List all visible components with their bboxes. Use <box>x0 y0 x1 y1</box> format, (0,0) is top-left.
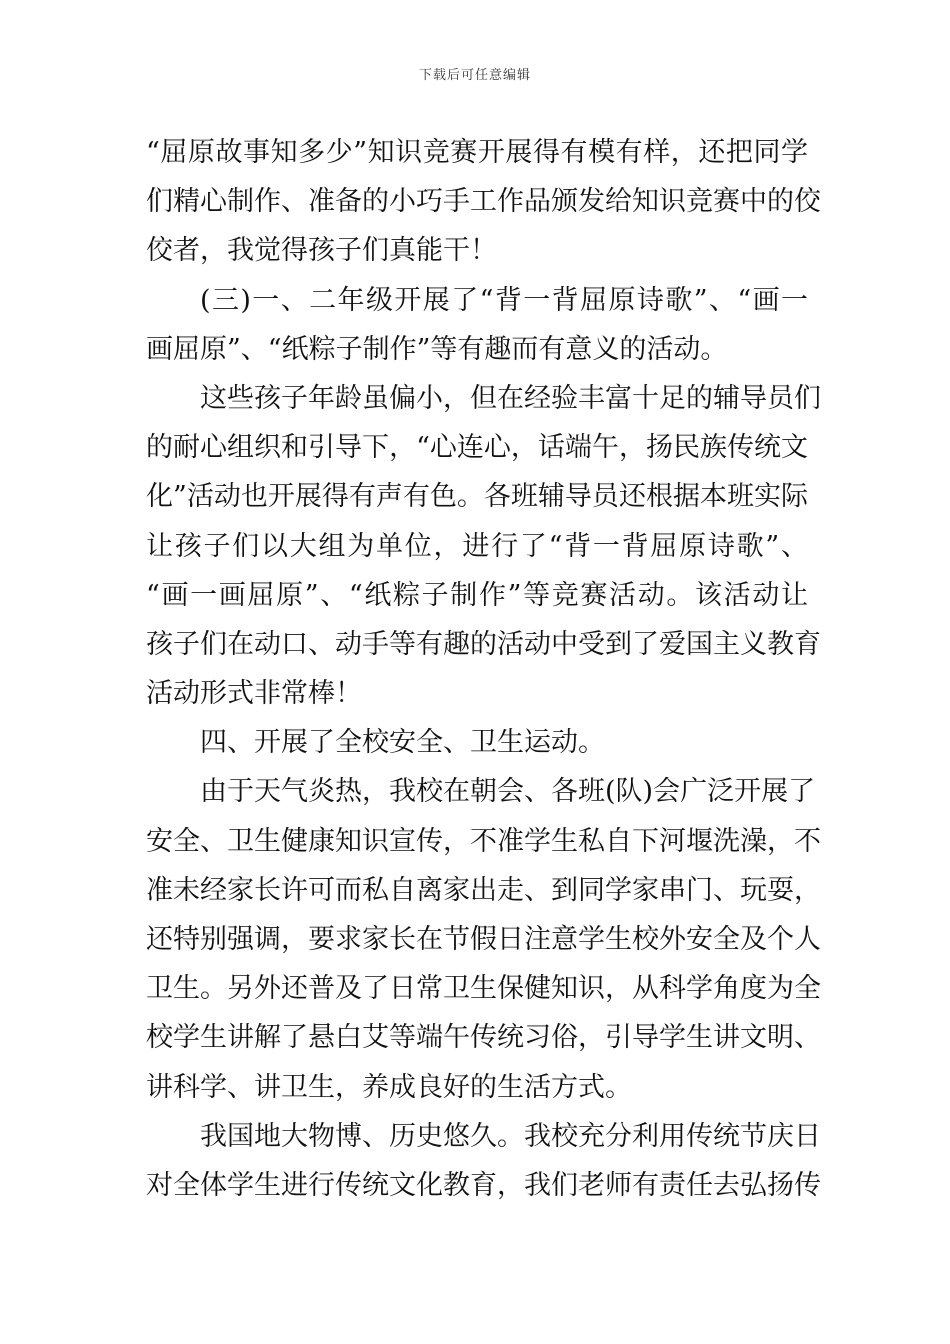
page-header: 下载后可任意编辑 <box>418 68 531 83</box>
text-line: 画屈原”、“纸粽子制作”等有趣而有意义的活动。 <box>146 333 728 365</box>
text-line: 校学生讲解了悬白艾等端午传统习俗，引导学生讲文明、 <box>146 1022 821 1054</box>
text-line: 这些孩子年龄虽偏小，但在经验丰富十足的辅导员们 <box>200 382 821 414</box>
text-line: 佼者，我觉得孩子们真能干！ <box>146 235 497 267</box>
text-line: 准未经家长许可而私自离家出走、到同学家串门、玩耍， <box>146 874 821 906</box>
text-line: 孩子们在动口、动手等有趣的活动中受到了爱国主义教育 <box>146 628 821 660</box>
text-line: 卫生。另外还普及了日常卫生保健知识，从科学角度为全 <box>146 973 821 1005</box>
text-line: 还特别强调，要求家长在节假日注意学生校外安全及个人 <box>146 924 821 955</box>
text-line: 由于天气炎热，我校在朝会、各班(队)会广泛开展了 <box>200 776 816 808</box>
body-text <box>146 128 821 1210</box>
text-line: 对全体学生进行传统文化教育，我们老师有责任去弘扬传 <box>146 1169 821 1201</box>
text-line: 的耐心组织和引导下，“心连心，话端午，扬民族传统文 <box>146 432 808 464</box>
text-line: 我国地大物博、历史悠久。我校充分利用传统节庆日 <box>200 1120 821 1152</box>
text-line: 活动形式非常棒！ <box>146 678 362 710</box>
text-line: “画一画屈原”、“纸粽子制作”等竞赛活动。该活动让 <box>146 579 808 611</box>
text-line: 们精心制作、准备的小巧手工作品颁发给知识竞赛中的佼 <box>146 186 821 218</box>
text-line: 四、开展了全校安全、卫生运动。 <box>200 727 605 759</box>
text-line: “屈原故事知多少”知识竞赛开展得有模有样，还把同学 <box>146 137 808 168</box>
text-line: (三)一、二年级开展了“背一背屈原诗歌”、“画一 <box>200 284 808 316</box>
text-line: 安全、卫生健康知识宣传，不准学生私自下河堰洗澡，不 <box>146 825 821 857</box>
text-line: 让孩子们以大组为单位，进行了“背一背屈原诗歌”、 <box>146 530 808 562</box>
text-line: 讲科学、讲卫生，养成良好的生活方式。 <box>146 1071 632 1103</box>
text-line: 化”活动也开展得有声有色。各班辅导员还根据本班实际 <box>146 481 808 513</box>
